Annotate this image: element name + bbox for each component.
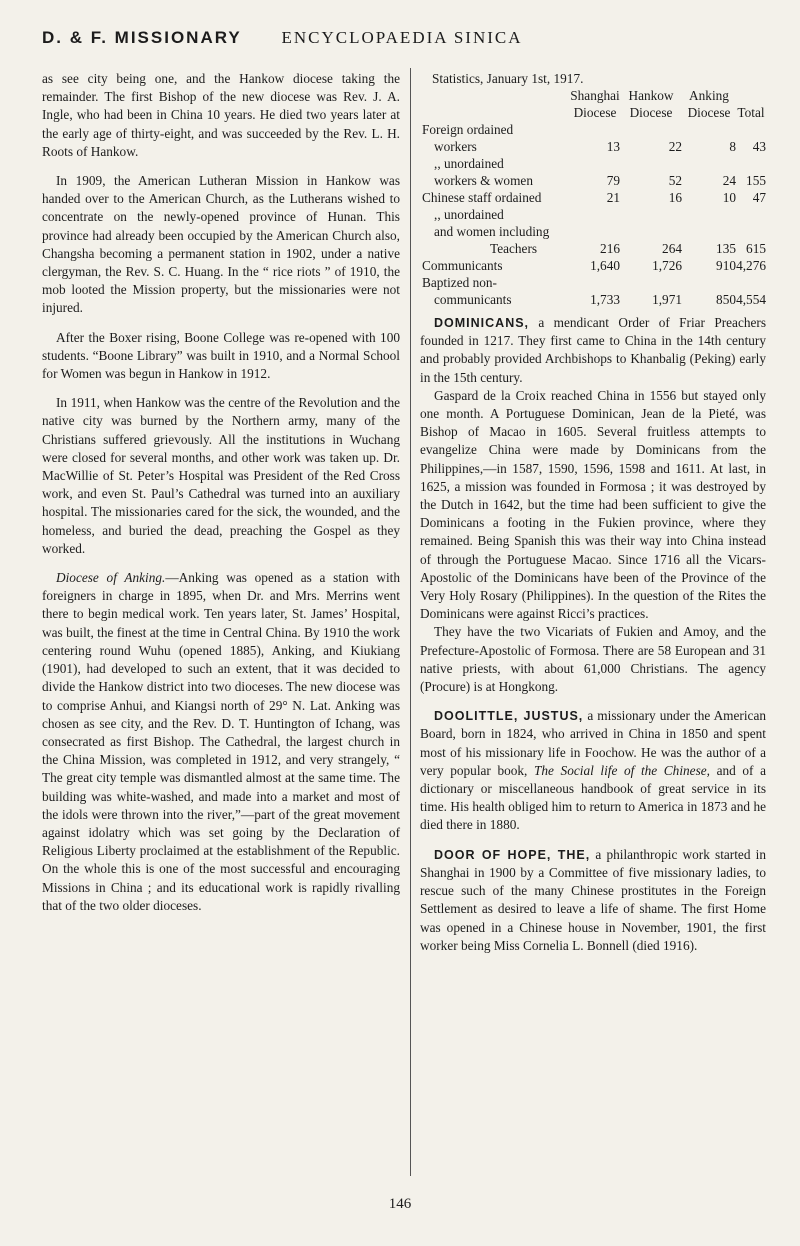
column-header: Anking <box>689 88 729 103</box>
column-header: Total <box>737 105 765 120</box>
entry-text: a philanthropic work started in Shanghai in 1900 by a Committee of five missionary ladies, to rescue such of the many Chinese prostitutes in the Foreign Settlement as desired to leave a life of shame. The first Home was opened in a Chinese house in November, 1901, the first worker being Miss Cornelia L. Bonnell (died 1916). <box>420 846 766 953</box>
paragraph-anking-text: —Anking was opened as a station with foreigners in charge in 1895, when Dr. and Mrs. Merrins went there to begin medical work. Ten years later, St. James’ Hospital, was built, the finest at the time in Central China. By 1910 the work centering round Wuhu (opened 1885), Anking, and Kiukiang (1901), had developed to such an extent, that it was decided to divide the Hankow district into two dioceses. The new diocese was to comprise Anhui, and Kiangsi north of 29° N. Lat. Anking was chosen as see city, and the Rev. D. T. Huntington of Ichang, was consecrated as first Bishop. The Cathedral, the largest church in the China Mission, was completed in 1912, and very strangely, “ The great city temple was dismantled almost at the same time. The building was white-washed, and made into a market and most of the idols were thrown into the river,”—part of the great movement against idolatry which was set going by the Declaration of Religious Liberty proclaimed at the establishment of the Republic. On the whole this is one of the most successful and encouraging Missions in China ; and its educational work is rapidly rivalling that of the two older dioceses. <box>42 570 400 913</box>
stats-cell: 13 <box>606 139 620 154</box>
stats-cell: 264 <box>662 241 682 256</box>
stats-cell: 52 <box>668 173 682 188</box>
statistics-table <box>420 70 766 308</box>
stats-cell: 1,733 <box>590 292 620 307</box>
paragraph-boone-college: After the Boxer rising, Boone College was re-opened with 100 students. “Boone Library” was built in 1910, and a Normal School for Women was begun in Hankow in 1912. <box>42 329 400 382</box>
stats-cell: 79 <box>606 173 620 188</box>
column-header: Shanghai <box>570 88 620 103</box>
book-title: The Social life of the Chinese, <box>534 762 710 778</box>
paragraph-dominicans-history: Gaspard de la Croix reached China in 1556 but stayed only one month. A Portuguese Dominican, Jean de la Pieté, was Bishop of Macao in 1605. Several fruitless attempts to evangelize China were made by Dominicans from the Philippines,—in 1587, 1590, 1596, 1598 and 1611. At last, in 1625, a mission was founded in Formosa ; it was destroyed by the Dutch in 1642, but the time had been sufficient to give the Dominicans a footing in the Fukien province, where they remained. Being Spanish this was their way into China instead of through the Portuguese Macao. Since 1716 all the Vicars-Apostolic of the Dominicans have been of the Province of the Very Holy Rosary (Philippines). In the question of the Rites the Dominicans were against Ricci’s practices. <box>420 387 766 622</box>
stats-cell: 1,726 <box>652 258 682 273</box>
column-header: Diocese <box>687 105 731 120</box>
entry-text: and of a dictionary or miscellaneous handbook of great service in its time. His health obliged him to return to America in 1873 and he died there in 1880. <box>420 762 766 833</box>
page-header <box>42 28 762 52</box>
stats-row-label: Baptized non- <box>422 275 497 290</box>
stats-row-label: Chinese staff ordained <box>422 190 542 205</box>
stats-cell: 10 <box>722 190 736 205</box>
entry-text: a mendicant Order of Friar Preachers founded in 1217. They first came to China in the 14th century and probably provided Archbishops to Khanbalig (Peking) early in the 15th century. <box>420 315 766 385</box>
stats-cell: 4,276 <box>736 258 766 273</box>
entry-heading-door-of-hope: DOOR OF HOPE, THE, <box>434 847 591 862</box>
stats-cell: 910 <box>716 258 736 273</box>
entry-text: a missionary under the American Board, born in 1824, who arrived in China in 1850 and spent most of his missionary life in Foochow. He was the author of a very popular book, <box>420 708 767 778</box>
stats-cell: 135 <box>716 241 736 256</box>
stats-cell: 155 <box>746 173 766 188</box>
paragraph-dominicans-vicariats: They have the two Vicariats of Fukien and Amoy, and the Prefecture-Apostolic of Formosa. There are 58 European and 31 native priests, with about 61,000 Christians. The agency (Procure) is at Hongkong. <box>420 624 766 695</box>
stats-row-label: Teachers <box>490 241 538 256</box>
column-header: Hankow <box>628 88 674 103</box>
stats-row-label: Communicants <box>422 258 503 273</box>
stats-cell: 24 <box>722 173 736 188</box>
stats-cell: 850 <box>716 292 736 307</box>
paragraph-revolution-1911: In 1911, when Hankow was the centre of the Revolution and the native city was burned by the Northern army, many of the Christians suffered grievously. All the institutions in Wuchang were closed for several months, and other work was taken up. Dr. MacWillie of St. Peter’s Hospital was President of the Red Cross work, and even St. Paul’s Cathedral was turned into an auxiliary hospital. The missionaries cared for the sick, the wounded, and the homeless, and buried the dead, preaching the Gospel as they worked. <box>42 395 400 556</box>
header-title: ENCYCLOPAEDIA SINICA <box>281 28 523 47</box>
stats-cell: 216 <box>600 241 620 256</box>
right-column <box>420 70 766 955</box>
stats-cell: 1,640 <box>590 258 620 273</box>
entry-doolittle <box>420 707 766 834</box>
left-column <box>42 70 400 915</box>
stats-cell: 16 <box>668 190 682 205</box>
stats-row-label: Foreign ordained <box>422 122 514 137</box>
stats-cell: 1,971 <box>652 292 682 307</box>
entry-dominicans <box>420 314 766 387</box>
stats-cell: 8 <box>729 139 736 154</box>
paragraph-diocese-anking <box>42 569 400 915</box>
stats-row-label: ,, unordained <box>434 156 504 171</box>
stats-row-label: workers <box>434 139 477 154</box>
stats-row-label: communicants <box>434 292 512 307</box>
column-divider <box>410 68 411 1176</box>
entry-heading-doolittle: DOOLITTLE, JUSTUS, <box>434 709 584 724</box>
stats-cell: 47 <box>752 190 766 205</box>
statistics-title: Statistics, January 1st, 1917. <box>432 71 584 86</box>
entry-heading-dominicans: DOMINICANS, <box>434 316 530 330</box>
stats-cell: 21 <box>606 190 620 205</box>
column-header <box>736 87 766 104</box>
stats-cell: 4,554 <box>736 292 766 307</box>
entry-door-of-hope <box>420 846 766 955</box>
stats-row-label: ,, unordained <box>434 207 504 222</box>
stats-row-label: and women including <box>434 224 550 239</box>
paragraph-anglican-dioceses: as see city being one, and the Hankow diocese taking the remainder. The first Bishop of the new diocese was Rev. J. A. Ingle, who had been in China 10 years. He died two years later at the early age of thirty-eight, and was succeeded by the Rev. L. H. Roots of Hankow. <box>42 71 400 159</box>
page-number: 146 <box>388 1196 412 1212</box>
paragraph-lutheran-mission: In 1909, the American Lutheran Mission in Hankow was handed over to the American Church, as the Lutherans wished to concentrate on the newly-opened province of Hunan. This province had already been occupied by the American Church also, Changsha becoming a permanent station in 1902, under a native clergyman, the Rev. S. C. Huang. In the “ rice riots ” of 1910, the mob looted the Mission property, but the missionaries were not injured. <box>42 173 400 316</box>
column-header: Diocese <box>573 105 617 120</box>
stats-row-label: workers & women <box>434 173 533 188</box>
statistics-grid <box>420 87 766 308</box>
column-header: Diocese <box>629 105 673 120</box>
stats-cell: 615 <box>746 241 766 256</box>
stats-cell: 22 <box>668 139 682 154</box>
header-left: D. & F. MISSIONARY <box>42 28 242 47</box>
stats-cell: 43 <box>752 139 766 154</box>
subheading-diocese-anking: Diocese of Anking. <box>56 570 166 586</box>
